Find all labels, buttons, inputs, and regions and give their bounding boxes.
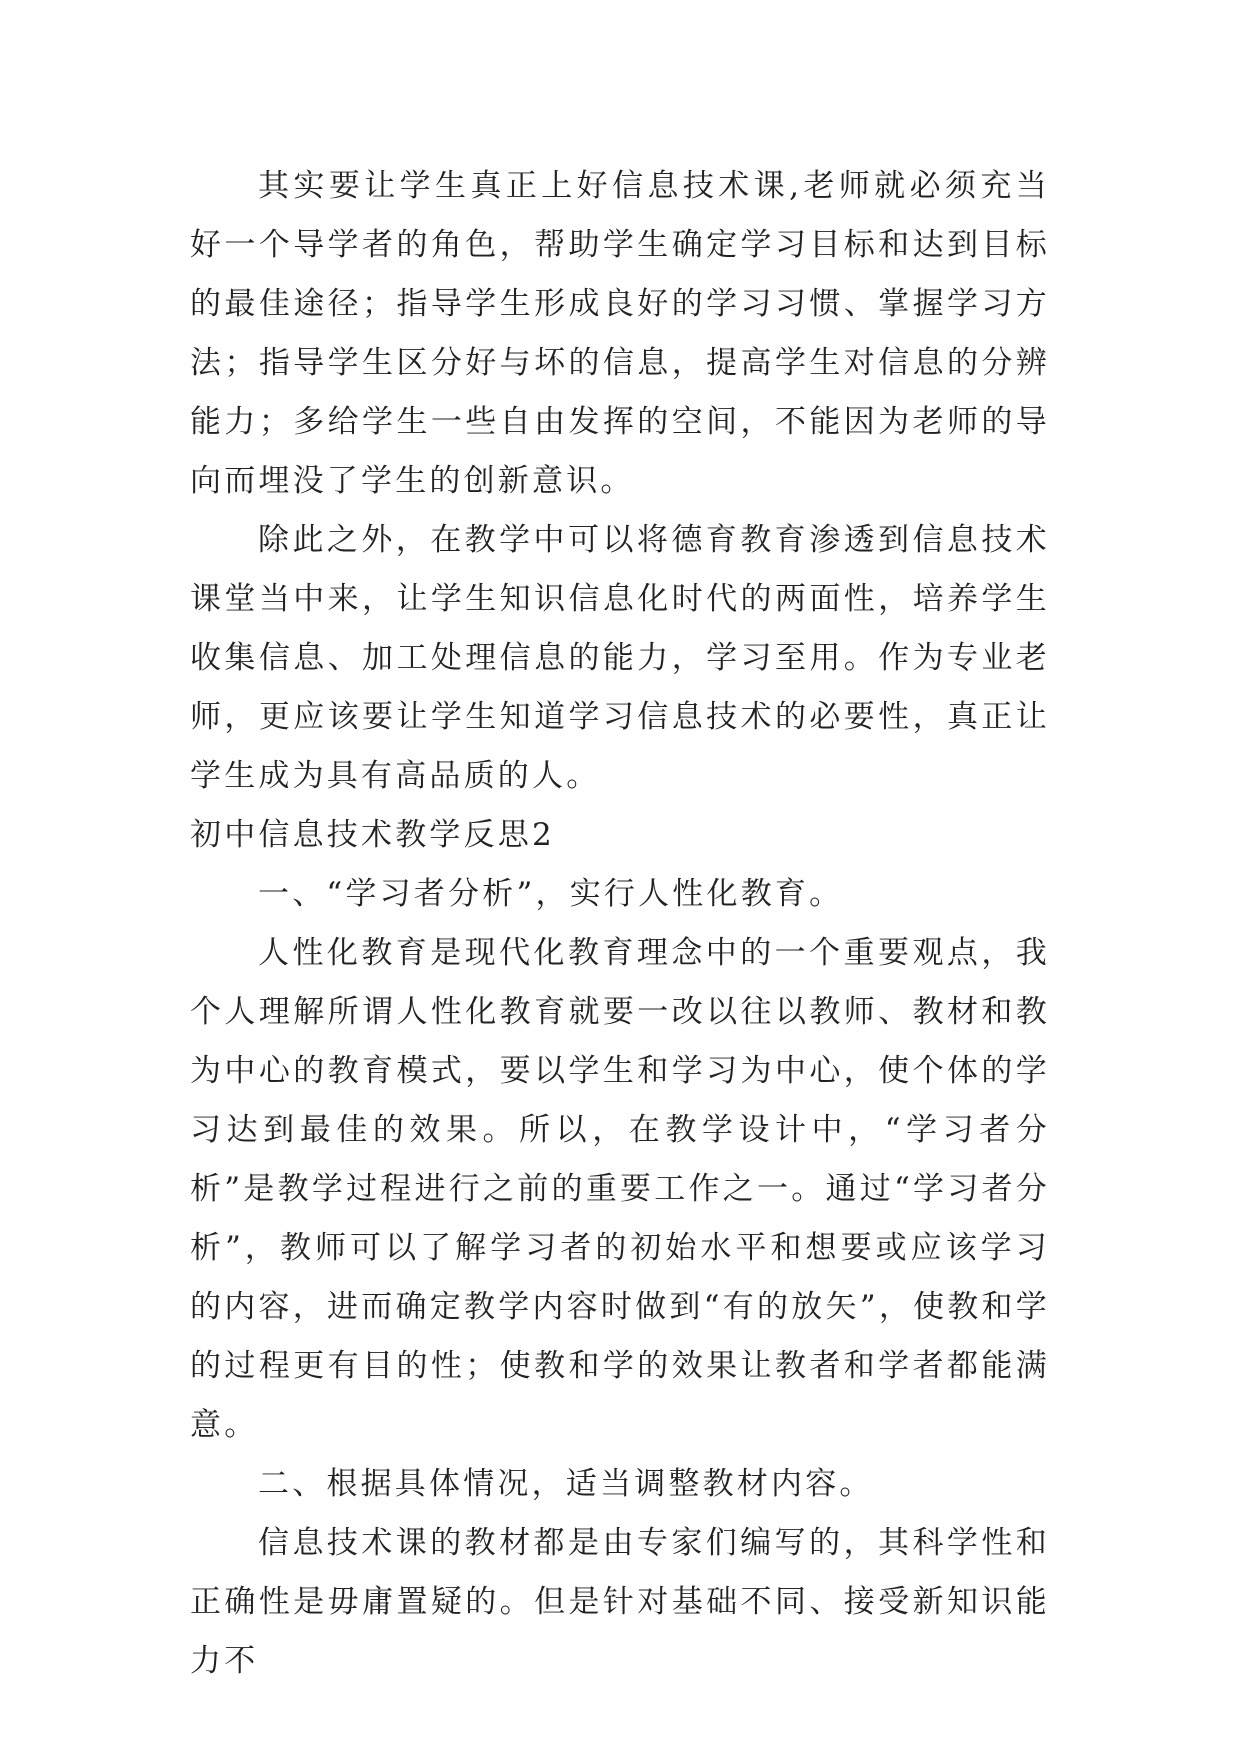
subheading-adjust-materials: 二、根据具体情况，适当调整教材内容。	[258, 1466, 874, 1502]
document-body	[190, 157, 1050, 1691]
subheading-learner-analysis: 一、“学习者分析”，实行人性化教育。	[258, 876, 844, 912]
paragraph-moral-education: 除此之外，在教学中可以将德育教育渗透到信息技术课堂当中来，让学生知识信息化时代的两面性，培养学生收集信息、加工处理信息的能力，学习至用。作为专业老师，更应该要让学生知道学习信息技术的必要性，真正让学生成为具有高品质的人。	[190, 522, 1050, 794]
paragraph-humanized-education: 人性化教育是现代化教育理念中的一个重要观点，我个人理解所谓人性化教育就要一改以往以教师、教材和教为中心的教育模式，要以学生和学习为中心，使个体的学习达到最佳的效果。所以，在教学设计中，“学习者分析”是教学过程进行之前的重要工作之一。通过“学习者分析”，教师可以了解学习者的初始水平和想要或应该学习的内容，进而确定教学内容时做到“有的放矢”，使教和学的过程更有目的性；使教和学的效果让教者和学者都能满意。	[190, 935, 1050, 1443]
paragraph-textbook: 信息技术课的教材都是由专家们编写的，其科学性和正确性是毋庸置疑的。但是针对基础不同、接受新知识能力不	[190, 1525, 1050, 1679]
section-title: 初中信息技术教学反思2	[190, 817, 555, 853]
paragraph-role-of-teacher: 其实要让学生真正上好信息技术课,老师就必须充当好一个导学者的角色，帮助学生确定学习目标和达到目标的最佳途径；指导学生形成良好的学习习惯、掌握学习方法；指导学生区分好与坏的信息，提高学生对信息的分辨能力；多给学生一些自由发挥的空间，不能因为老师的导向而埋没了学生的创新意识。	[190, 168, 1050, 499]
